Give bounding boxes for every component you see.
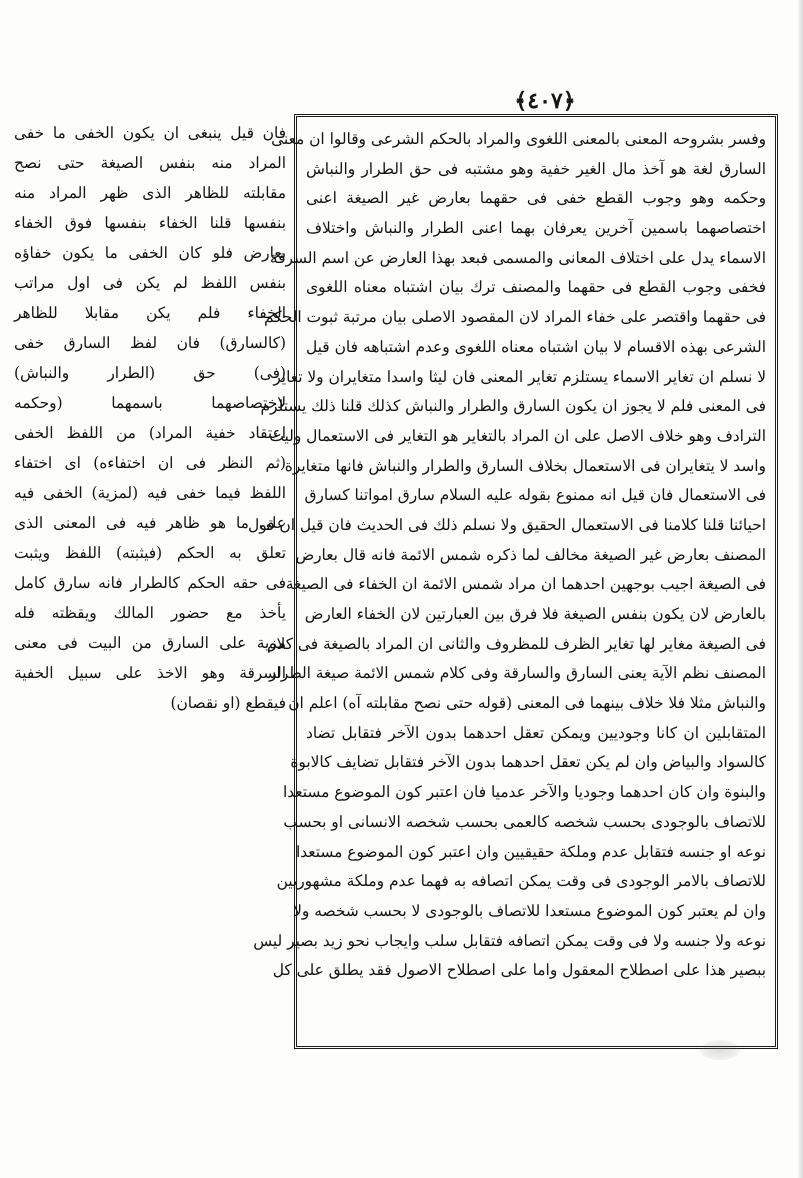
- margin-line: لاختصاصهما باسمهما (وحكمه: [14, 394, 286, 412]
- margin-line: (فى) حق (الطرار والنباش): [14, 364, 286, 382]
- main-line: وفسر بشروحه المعنى بالمعنى اللغوى والمراد بالحكم الشرعى وقالوا ان معنى: [271, 130, 766, 148]
- main-line: بالعارض لان يكون بنفس الصيغة فلا فرق بين العبارتين لان الخفاء العارض: [304, 605, 766, 623]
- main-line: للاتصاف بالوجودى بحسب شخصه كالعمى بحسب شخصه الانسانى او بحسب: [283, 812, 766, 831]
- margin-line: فان قيل ينبغى ان يكون الخفى ما خفى: [14, 124, 286, 142]
- main-line: المصنف نظم الآية يعنى السارق والسارقة وفى كلام شمس الائمة صيغة الطرار: [269, 664, 766, 683]
- margin-line: على ما هو ظاهر فيه فى المعنى الذى: [14, 514, 286, 532]
- margin-line: السرقة وهو الاخذ على سبيل الخفية: [14, 664, 286, 682]
- main-line: نوعه او جنسه فتقابل عدم وملكة حقيقيين وان اعتبر كون الموضوع مستعدا: [295, 842, 766, 861]
- margin-line: فيقطع (او نقصان): [170, 694, 286, 712]
- margin-line: (كالسارق) فان لفظ السارق خفى: [14, 334, 286, 352]
- page-edge-shadow: [797, 0, 803, 1178]
- main-line: الاسماء يدل على اختلاف المعانى والمسمى فبعد بهذا العارض عن اسم السرقة: [269, 248, 766, 267]
- main-line: المتقابلين ان كانا وجوديين ويمكن تعقل احدهما بدون الآخر فتقابل تضاد: [306, 723, 766, 742]
- margin-line: المراد منه بنفس الصيغة حتى نصح: [14, 154, 286, 172]
- margin-text-block: [14, 118, 286, 718]
- main-line: نوعه ولا جنسه ولا فى وقت يمكن اتصافه فتقابل سلب وايجاب نحو زيد بصير ليس: [253, 931, 766, 950]
- main-line: لا نسلم ان تغاير الاسماء يستلزم تغاير المعنى فان ليثا واسدا متغايران ولا تغاير: [273, 367, 766, 386]
- main-line: الترادف وهو خلاف الاصل على ان المراد بالتغاير هو التغاير فى الاستعمال وليث: [269, 426, 766, 445]
- main-line: فى الاستعمال فان قيل انه ممنوع بقوله عليه السلام سارق امواتنا كسارق: [304, 486, 766, 505]
- main-line: والنباش مثلا فلا خلاف بينهما فى المعنى (قوله حتى نصح مقابلته آه) اعلم ان: [288, 694, 766, 713]
- margin-line: اللفظ فيما خفى فيه (لمزية) الخفى فيه: [14, 484, 286, 502]
- margin-line: يأخذ مع حضور المالك ويقظته فله: [14, 604, 286, 622]
- margin-line: فى حقه الحكم كالطرار فانه سارق كامل: [14, 574, 286, 592]
- margin-commentary: [14, 118, 286, 748]
- ink-smudge: [700, 1040, 740, 1060]
- main-line: احيائنا قلنا كلامنا فى الاستعمال الحقيق ولا نسلم ذلك فى الحديث فان قيل ان قول: [248, 515, 766, 534]
- margin-line: مقابلته للظاهر الذى ظهر المراد منه: [14, 184, 286, 202]
- main-text-frame: [248, 114, 778, 1049]
- main-line: فى الصيغة اجيب بوجهين احدهما ان مراد شمس الائمة ان الخفاء فى الصيغة: [285, 575, 766, 594]
- main-line: فى الصيغة مغاير لها تغاير الظرف للمظروف والثانى ان المراد بالصيغة فى كلام: [267, 634, 766, 653]
- margin-line: بنفس اللفظ لم يكن فى اول مراتب: [14, 274, 286, 292]
- main-line: ببصير هذا على اصطلاح المعقول واما على اصطلاح الاصول فقد يطلق على كل: [272, 961, 766, 980]
- margin-line: مزية على السارق من البيت فى معنى: [14, 634, 286, 652]
- margin-line: اعتقاد خفية المراد) من اللفظ الخفى: [14, 424, 286, 442]
- main-text-block: [248, 117, 775, 986]
- main-line: فخفى وجوب القطع فى حقهما والمصنف ترك بيان اشتباه معناه اللغوى: [306, 278, 766, 297]
- main-line: وحكمه وهو وجوب القطع خفى فى حقهما بعارض غير الصيغة اعنى: [306, 189, 766, 208]
- margin-line: بنفسها قلنا الخفاء بنفسها فوق الخفاء: [14, 214, 286, 232]
- main-line: وان لم يعتبر كون الموضوع مستعدا للاتصاف بالوجودى لا بحسب شخصه ولا: [293, 901, 766, 920]
- main-line: السارق لغة هو آخذ مال الغير خفية وهو مشتبه فى حق الطرار والنباش: [306, 159, 766, 178]
- margin-line: بعارض فلو كان الخفى ما يكون خفاؤه: [14, 244, 286, 262]
- margin-line: تعلق به الحكم (فيثبته) اللفظ ويثبت: [14, 544, 286, 562]
- page-number: ﴿٤٠٧﴾: [514, 88, 576, 114]
- main-line: فى المعنى فلم لا يجوز ان يكون السارق والطرار والنباش كذلك قلنا ذلك يستلزم: [260, 397, 766, 416]
- main-line: اختصاصهما باسمين آخرين يعرفان بهما اعنى الطرار والنباش واختلاف: [306, 219, 766, 238]
- main-line: الشرعى بهذه الاقسام لا بيان اشتباه معناه اللغوى وعدم اشتباهه فان قيل: [306, 337, 766, 356]
- margin-line: (ثم النظر فى ان اختفاءه) اى اختفاء: [14, 454, 286, 472]
- main-line: كالسواد والبياض وان لم يكن تعقل احدهما بدون الآخر فتقابل تضايف كالابوة: [290, 753, 766, 772]
- main-line: واسد لا يتغايران فى الاستعمال بخلاف السارق والطرار والنباش فانها متغايرة: [284, 456, 766, 475]
- main-line: والبنوة وان كان احدهما وجوديا والآخر عدميا فان اعتبر كون الموضوع مستعدا: [282, 783, 766, 802]
- main-line: المصنف بعارض غير الصيغة مخالف لما ذكره شمس الائمة فانه قال بعارض: [295, 545, 766, 564]
- margin-line: الخفاء فلم يكن مقابلا للظاهر: [14, 304, 286, 322]
- main-line: للاتصاف بالامر الوجودى فى وقت يمكن اتصافه به فهما عدم وملكة مشهوريين: [276, 872, 766, 891]
- main-line: فى حقهما واقتصر على خفاء المراد لان المقصود الاصلى بيان مرتبة ثبوت الحكم: [263, 308, 766, 327]
